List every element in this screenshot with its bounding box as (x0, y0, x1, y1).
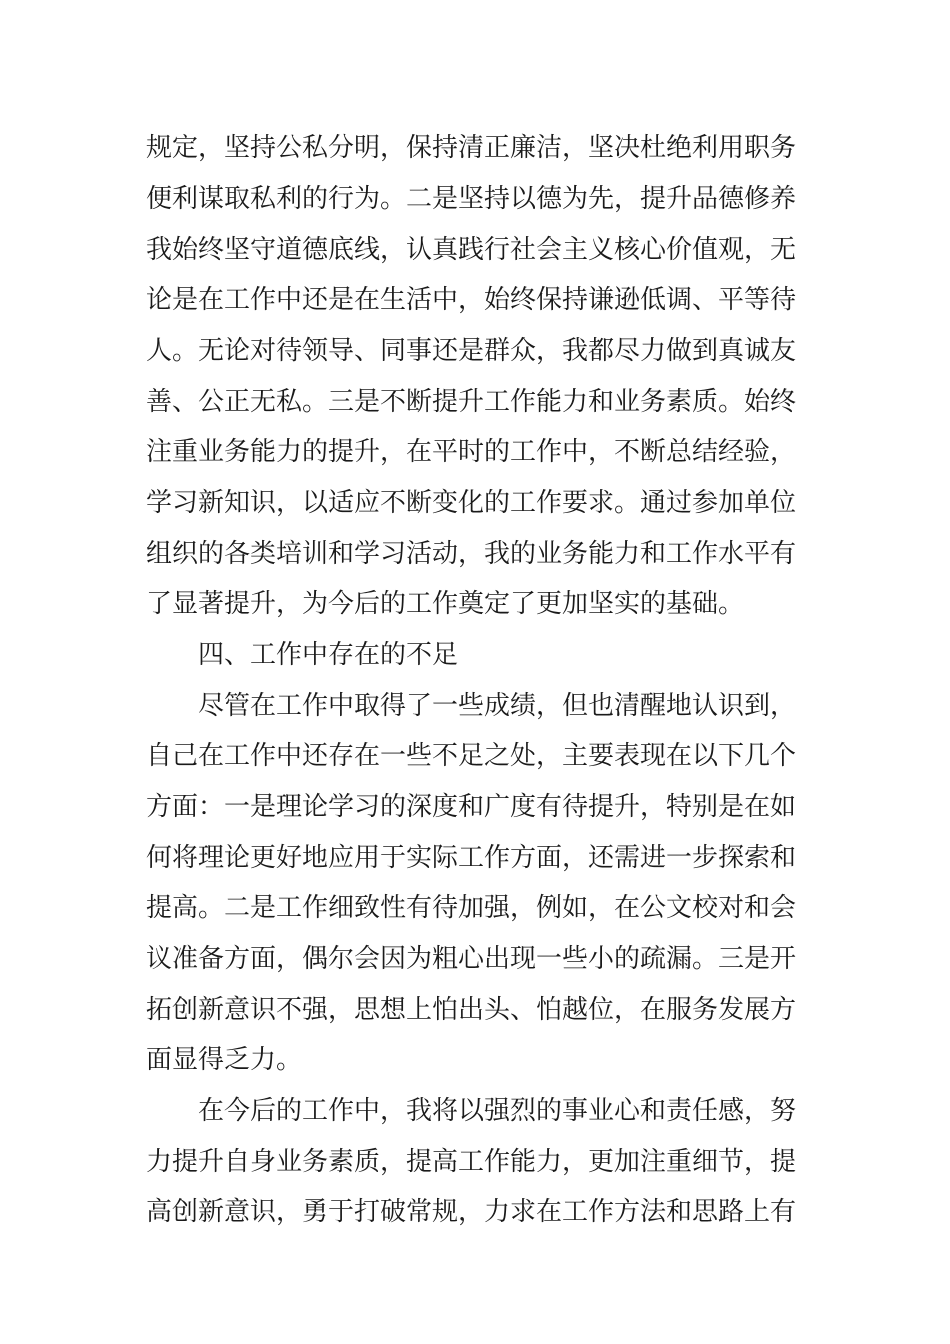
text-line: 组织的各类培训和学习活动，我的业务能力和工作水平有 (146, 539, 797, 569)
text-line: 了显著提升，为今后的工作奠定了更加坚实的基础。 (146, 589, 745, 619)
text-line: 人。无论对待领导、同事还是群众，我都尽力做到真诚友 (146, 336, 797, 366)
text-line: 学习新知识，以适应不断变化的工作要求。通过参加单位 (146, 488, 797, 518)
text-line: 何将理论更好地应用于实际工作方面，还需进一步探索和 (146, 843, 797, 873)
text-line: 我始终坚守道德底线，认真践行社会主义核心价值观，无 (146, 235, 797, 265)
text-line: 方面：一是理论学习的深度和广度有待提升，特别是在如 (146, 792, 797, 822)
text-line: 议准备方面，偶尔会因为粗心出现一些小的疏漏。三是开 (146, 944, 797, 974)
text-line: 提高。二是工作细致性有待加强，例如，在公文校对和会 (146, 893, 797, 923)
text-line: 高创新意识，勇于打破常规，力求在工作方法和思路上有 (146, 1197, 797, 1227)
text-line: 力提升自身业务素质，提高工作能力，更加注重细节，提 (146, 1147, 797, 1177)
text-line: 自己在工作中还存在一些不足之处，主要表现在以下几个 (146, 741, 797, 771)
text-line: 注重业务能力的提升，在平时的工作中，不断总结经验， (146, 437, 797, 467)
text-line: 尽管在工作中取得了一些成绩，但也清醒地认识到， (198, 691, 797, 721)
text-line: 拓创新意识不强，思想上怕出头、怕越位，在服务发展方 (146, 995, 797, 1025)
text-line: 面显得乏力。 (146, 1045, 303, 1075)
text-line: 便利谋取私利的行为。二是坚持以德为先，提升品德修养 (146, 184, 797, 214)
text-line: 在今后的工作中，我将以强烈的事业心和责任感，努 (198, 1096, 797, 1126)
text-line: 善、公正无私。三是不断提升工作能力和业务素质。始终 (146, 387, 797, 417)
section-heading: 四、工作中存在的不足 (198, 640, 459, 670)
text-line: 论是在工作中还是在生活中，始终保持谦逊低调、平等待 (146, 285, 797, 315)
text-line: 规定，坚持公私分明，保持清正廉洁，坚决杜绝利用职务 (146, 133, 797, 163)
